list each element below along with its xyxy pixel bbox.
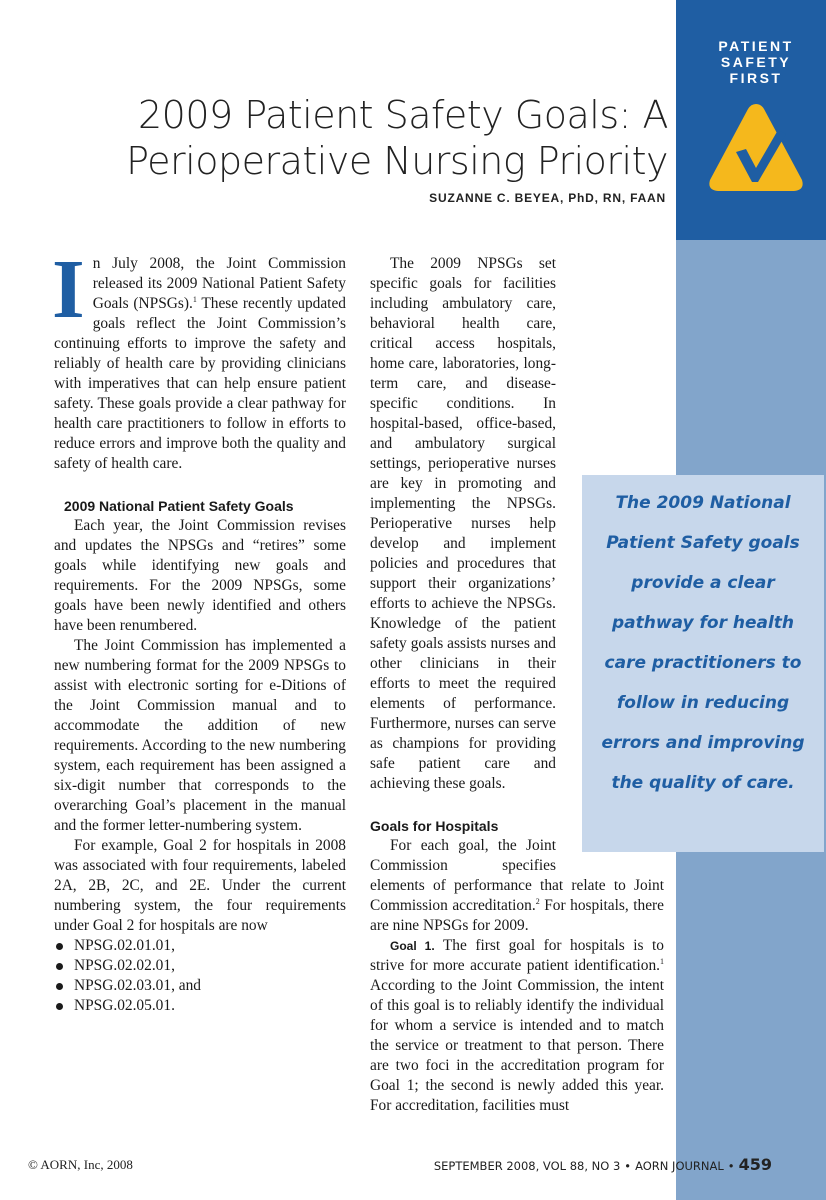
body-paragraph: Each year, the Joint Commission revises and updates the NPSGs and “retires” some goals while identifying new goals and requirements. For the 2009 NPSGs, some goals have been newly identified and others have been renumbered. — [54, 517, 346, 634]
pull-quote — [582, 475, 824, 852]
badge-line: PATIENT — [718, 38, 794, 54]
running-footer: SEPTEMBER 2008, VOL 88, NO 3 • AORN JOURNAL • 459 — [433, 1155, 772, 1174]
section-heading: 2009 National Patient Safety Goals — [64, 498, 294, 514]
checkmark-triangle-icon — [706, 100, 806, 196]
requirement-list — [54, 936, 346, 1016]
drop-cap: I — [52, 243, 85, 336]
goal-label: Goal 1. — [390, 939, 435, 953]
title-line-2: Perioperative Nursing Priority — [126, 139, 668, 183]
body-paragraph: The 2009 NPSGs set specific goals for facilities including ambulatory care, behavioral health care, critical access hospitals, home care, laboratories, long-term care, and disease-specific conditions. In hospital-based, office-based, and ambulatory surgical settings, perioperative nurses are key in promoting and implementing the NPSGs. Perioperative nurses help develop and implement policies and procedures that support their organizations’ efforts to achieve the NPSGs. Knowledge of the patient safety goals assists nurses and other clinicians in their efforts to meet the required elements of performance. Furthermore, nurses can serve as champions for providing safe patient care and achieving these goals. — [370, 255, 556, 792]
copyright: © AORN, Inc, 2008 — [28, 1157, 133, 1172]
badge-line: SAFETY — [720, 54, 792, 70]
column-left — [52, 243, 346, 1016]
intro-paragraph: In July 2008, the Joint Commission released its 2009 National Patient Safety Goals (NPSGs).$^1$ These recently updated goals reflect the Joint Commission’s continuing efforts to improve the safety and reliably of health care by providing clinicians with imperatives that can help ensure patient safety. These goals provide a clear pathway for health care practitioners to follow in efforts to reduce errors and improve both the quality and safety of health care. — [52, 243, 346, 472]
list-item: NPSG.02.01.01, — [54, 936, 346, 956]
body-paragraph: The Joint Commission has implemented a new numbering format for the 2009 NPSGs to assist with electronic sorting for e-Ditions of the Joint Commission manual and to accommodate the addition of new requirements. According to the new numbering system, each requirement has been assigned a six-digit number that corresponds to the overarching Goal’s placement in the manual and the former letter-numbering system. — [54, 637, 346, 834]
section-heading: Goals for Hospitals — [370, 818, 499, 834]
badge-line: FIRST — [729, 70, 783, 86]
article-title — [60, 92, 668, 184]
journal-name: AORN JOURNAL — [635, 1159, 724, 1173]
author-byline: SUZANNE C. BEYEA, PhD, RN, FAAN — [429, 191, 666, 205]
body-paragraph: For each goal, the Joint Commission specifies elements of performance that relate to Joint Commission accreditation.$^2$ For hospitals, there are nine NPSGs for 2009. — [370, 837, 664, 934]
section-badge — [676, 38, 826, 86]
page-number: 459 — [738, 1155, 772, 1174]
list-item: NPSG.02.03.01, and — [54, 976, 346, 996]
citation-ref: 1 — [660, 956, 664, 966]
issue-info: SEPTEMBER 2008, VOL 88, NO 3 — [433, 1159, 621, 1173]
list-item: NPSG.02.02.01, — [54, 956, 346, 976]
citation-ref: 1 — [192, 294, 197, 304]
title-line-1: 2009 Patient Safety Goals: A — [137, 93, 668, 137]
list-item: NPSG.02.05.01. — [54, 996, 346, 1016]
citation-ref: 2 — [535, 896, 540, 906]
pull-quote-text: The 2009 National Patient Safety goals provide a clear pathway for health care practitioners to follow in reducing errors and improving the quality of care. — [601, 493, 805, 793]
body-paragraph: Goal 1. The first goal for hospitals is to strive for more accurate patient identification.$^1$ According to the Joint Commission, the intent of this goal is to reliably identify the individual for whom a service is intended and to match the service or treatment to that person. There are two foci in the accreditation program for Goal 1; the second is newly added this year. For accreditation, facilities must — [370, 937, 665, 1114]
body-paragraph: For example, Goal 2 for hospitals in 2008 was associated with four requirements, labeled 2A, 2B, 2C, and 2E. Under the current numbering system, the four requirements under Goal 2 for hospitals are now — [54, 837, 346, 934]
